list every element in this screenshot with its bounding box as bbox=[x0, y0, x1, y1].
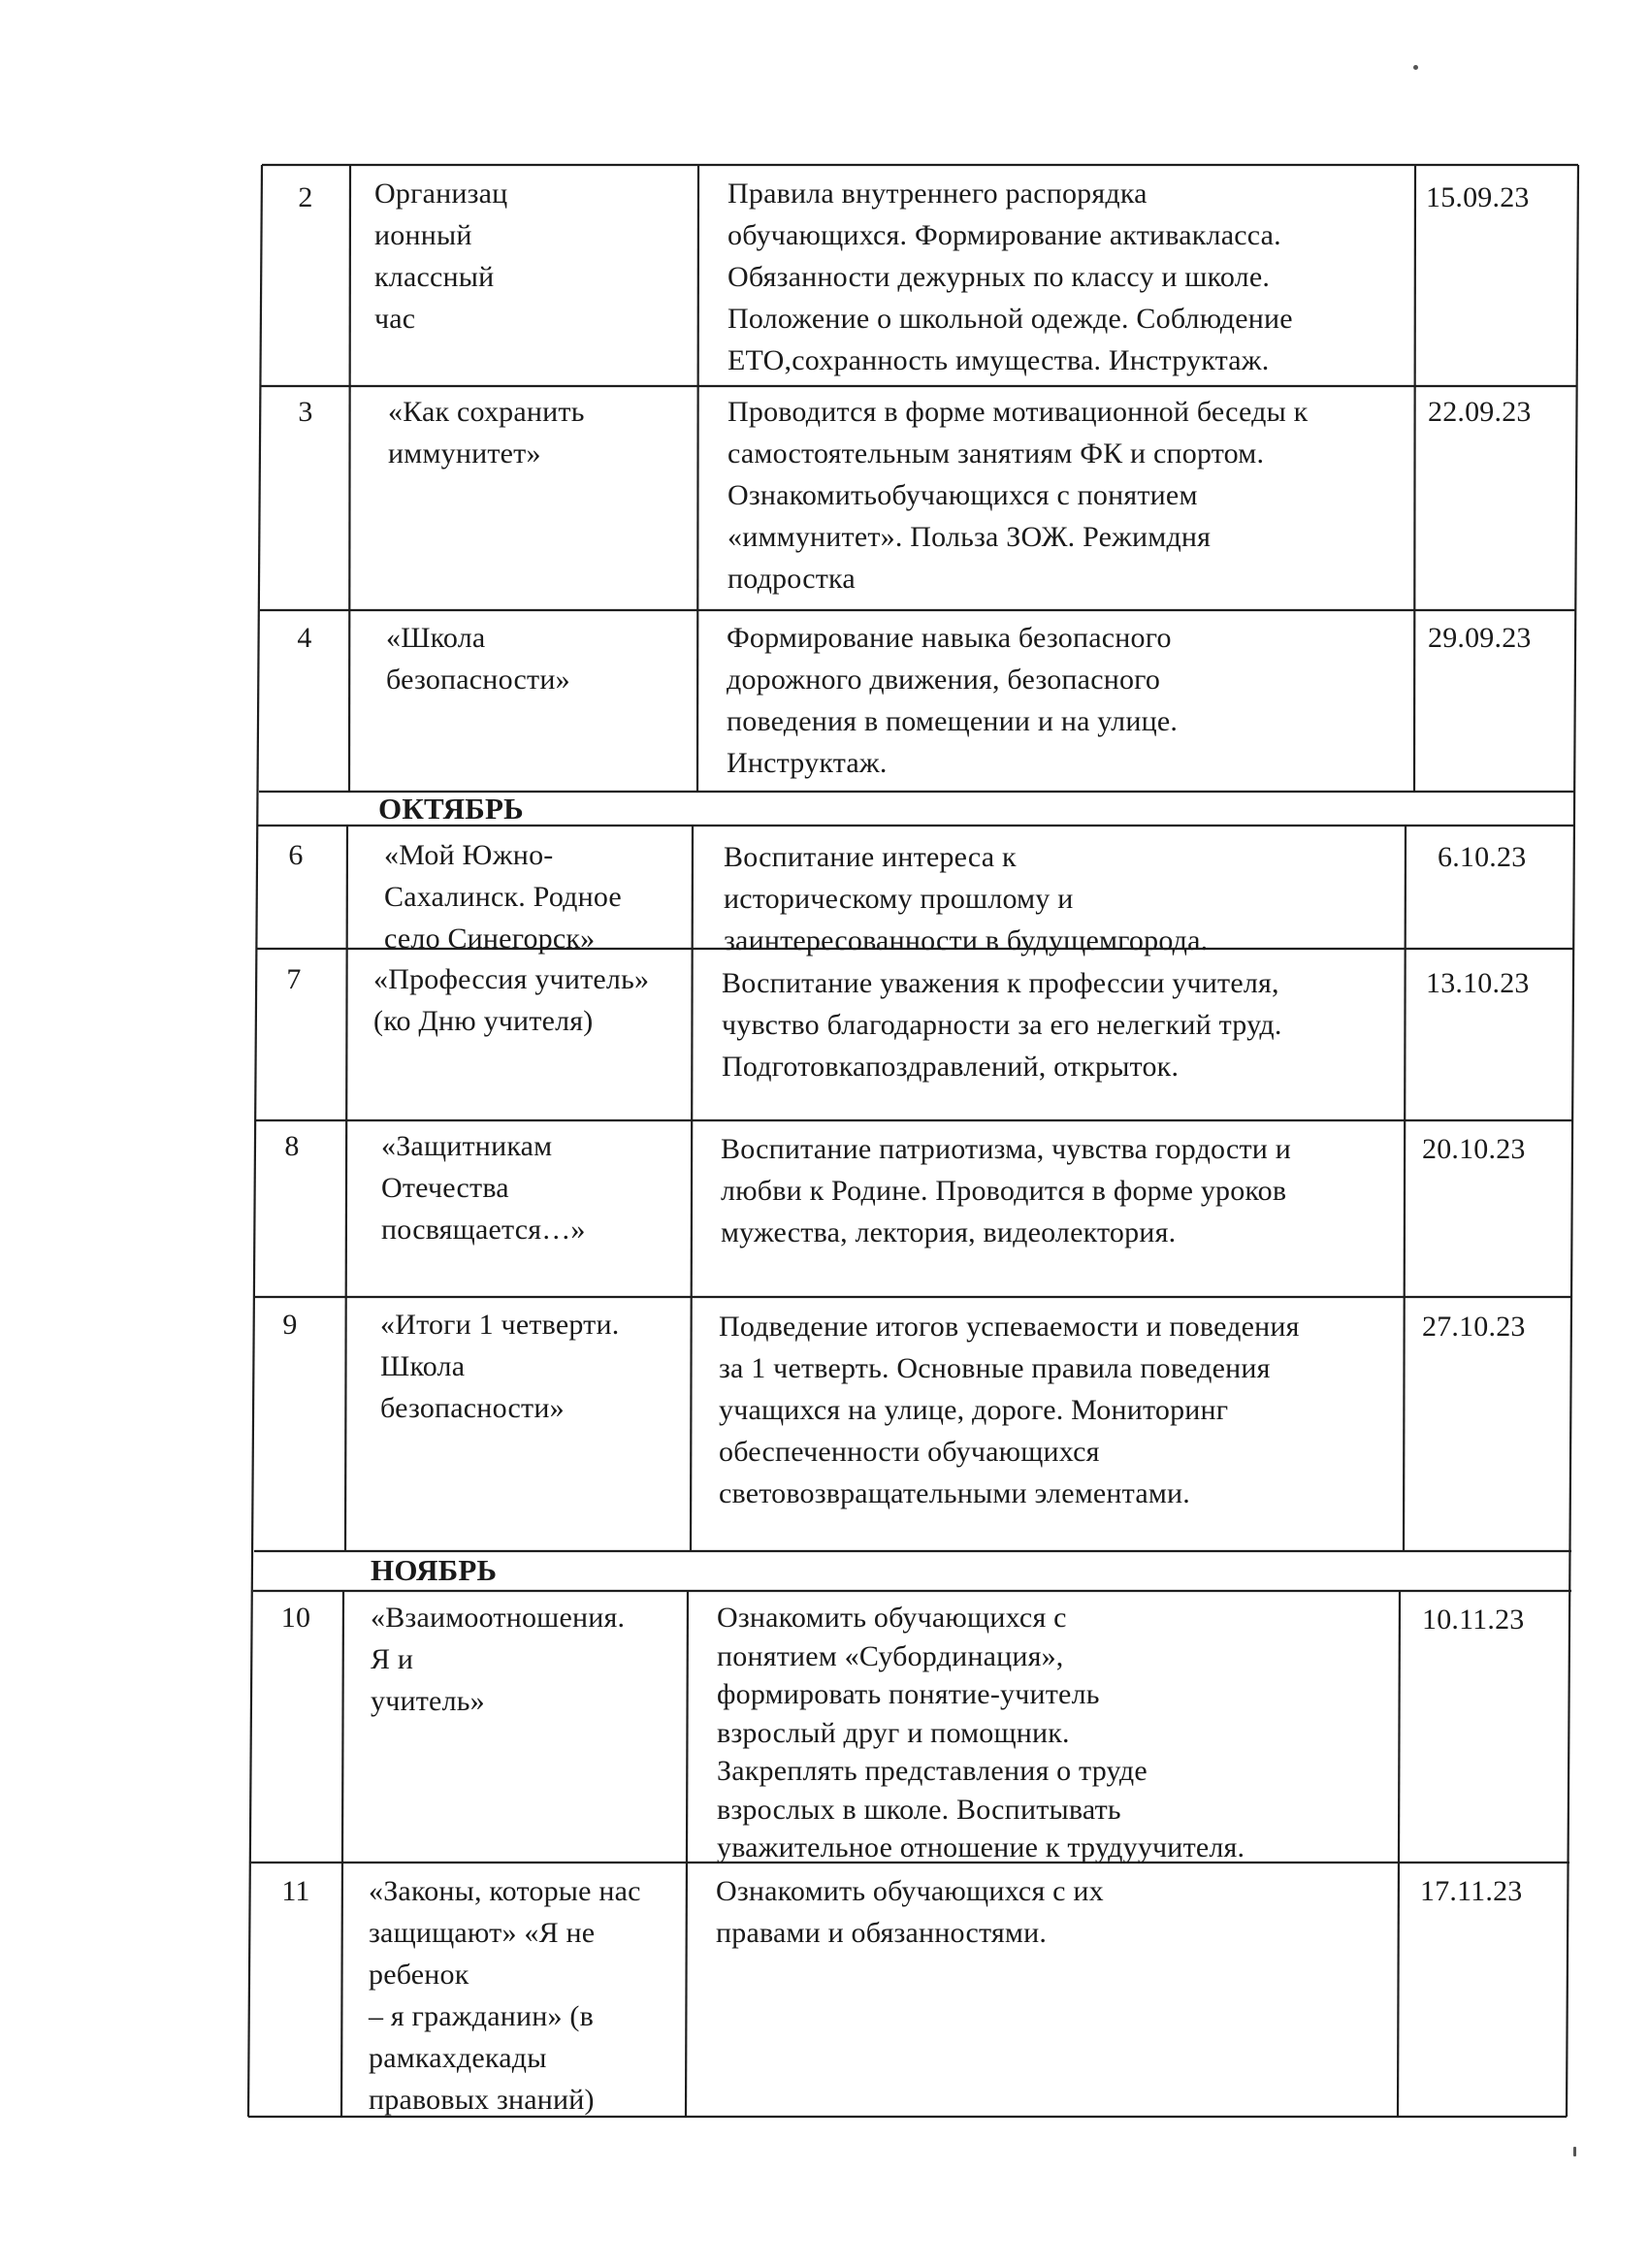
row-date: 29.09.23 bbox=[1428, 622, 1532, 654]
row-topic: Организац ионный классный час bbox=[374, 178, 508, 335]
row-content: Воспитание интереса к историческому прошлому и заинтересованности в будущемгорода. bbox=[724, 841, 1209, 956]
row-date: 10.11.23 bbox=[1422, 1604, 1525, 1636]
row-content: Подведение итогов успеваемости и поведения за 1 четверть. Основные правила поведения учащихся на улице, дороге. Мониторинг обеспеченности обучающихся световозвращательными элементами. bbox=[719, 1311, 1300, 1509]
scan-speck bbox=[1573, 2147, 1576, 2156]
row-number: 8 bbox=[284, 1130, 300, 1162]
row-date: 17.11.23 bbox=[1420, 1875, 1523, 1907]
row-number: 11 bbox=[281, 1875, 310, 1907]
scan-speck bbox=[1413, 65, 1418, 70]
row-date: 6.10.23 bbox=[1438, 841, 1527, 873]
row-date: 27.10.23 bbox=[1422, 1311, 1526, 1343]
row-number: 4 bbox=[297, 622, 312, 654]
row-date: 22.09.23 bbox=[1428, 396, 1532, 428]
row-content: Воспитание патриотизма, чувства гордости и любви к Родине. Проводится в форме уроков мужества, лектория, видеолектория. bbox=[721, 1133, 1292, 1248]
row-number: 6 bbox=[288, 839, 304, 871]
month-header-november: НОЯБРЬ bbox=[371, 1553, 498, 1587]
row-content: Проводится в форме мотивационной беседы к самостоятельным занятиям ФК и спортом. Ознакомитьобучающихся с понятием «иммунитет». Польза ЗОЖ. Режимдня подростка bbox=[728, 396, 1309, 595]
row-content: Ознакомить обучающихся с понятием «Субординация», формировать понятие-учитель взрослый друг и помощник. Закреплять представления о труде взрослых в школе. Воспитывать уважительное отношение к трудуучителя. bbox=[717, 1602, 1245, 1863]
row-number: 2 bbox=[298, 181, 313, 213]
row-topic: «Взаимоотношения. Я и учитель» bbox=[371, 1602, 626, 1717]
row-content: Воспитание уважения к профессии учителя, чувство благодарности за его нелегкий труд. Подготовкапоздравлений, открыток. bbox=[722, 967, 1282, 1083]
row-topic: «Школа безопасности» bbox=[386, 622, 570, 696]
row-number: 9 bbox=[282, 1309, 298, 1341]
row-content: Формирование навыка безопасного дорожного движения, безопасного поведения в помещении и на улице. Инструктаж. bbox=[727, 622, 1179, 779]
month-header-october: ОКТЯБРЬ bbox=[378, 792, 524, 826]
row-date: 20.10.23 bbox=[1422, 1133, 1526, 1165]
row-topic: «Защитникам Отечества посвящается…» bbox=[381, 1130, 586, 1246]
row-topic: «Мой Южно- Сахалинск. Родное село Синегорск» bbox=[384, 839, 622, 955]
row-topic: «Итоги 1 четверти. Школа безопасности» bbox=[380, 1309, 620, 1424]
row-topic: «Законы, которые нас защищают» «Я не ребенок – я гражданин» (в рамкахдекады правовых знаний) bbox=[369, 1875, 641, 2116]
row-number: 7 bbox=[286, 963, 302, 995]
row-date: 15.09.23 bbox=[1426, 181, 1530, 213]
row-number: 10 bbox=[280, 1602, 311, 1634]
row-content: Ознакомить обучающихся с их правами и обязанностями. bbox=[716, 1875, 1104, 1949]
row-date: 13.10.23 bbox=[1426, 967, 1530, 999]
row-topic: «Как сохранить иммунитет» bbox=[388, 396, 585, 470]
row-topic: «Профессия учитель» (ко Дню учителя) bbox=[373, 963, 650, 1037]
row-content: Правила внутреннего распорядка обучающихся. Формирование активакласса. Обязанности дежурных по классу и школе. Положение о школьной одежде. Соблюдение ЕТО,сохранность имущества. Инструктаж. bbox=[728, 178, 1293, 376]
row-number: 3 bbox=[298, 396, 313, 428]
